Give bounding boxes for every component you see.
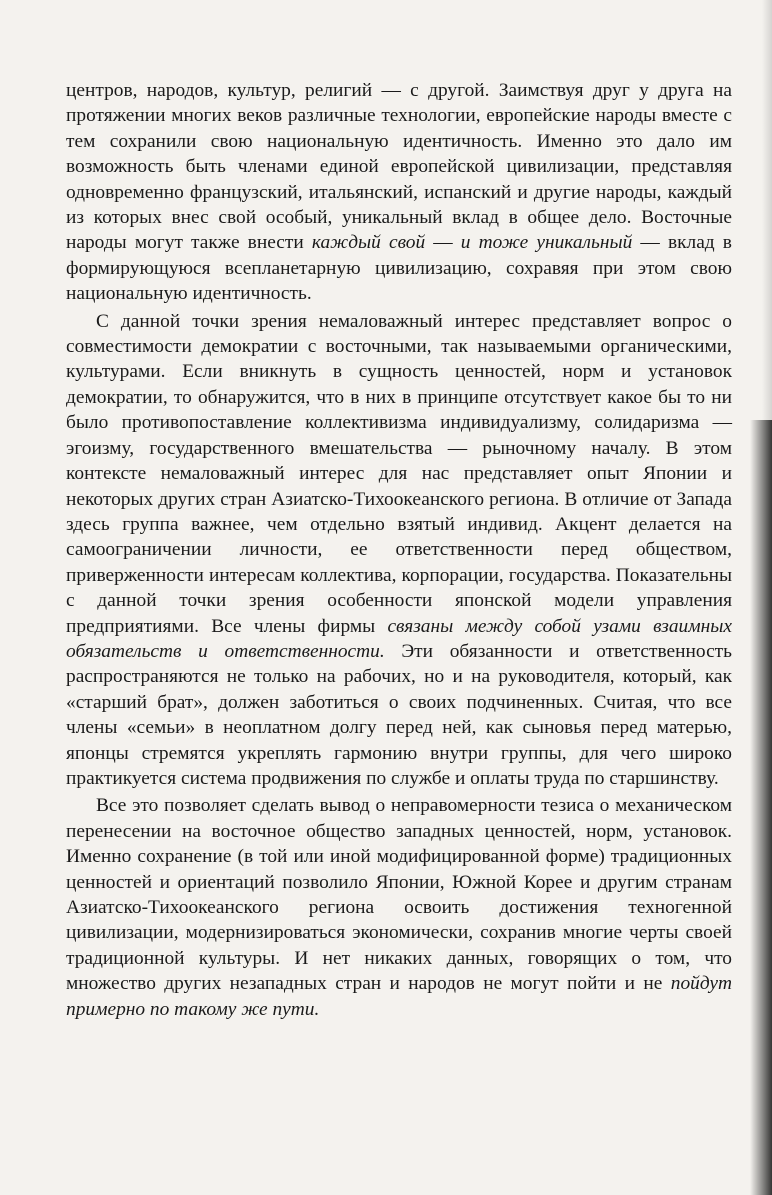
paragraph-3 [66, 793, 732, 1022]
page-edge-shadow-top [762, 0, 772, 420]
paragraph-3-text-1: Все это позволяет сделать вывод о неправомерности тезиса о механическом перенесении на восточное общество западных ценностей, норм, установок. Именно сохранение (в той или иной модифицированной форме) традиционных ценностей и ориентаций позволило Японии, Южной Корее и другим странам Азиатско-Тихоокеанского региона освоить достижения техногенной цивилизации, модернизироваться экономически, сохранив многие черты своей традиционной культуры. И нет никаких данных, говорящих о том, что множество других незападных стран и народов не могут пойти и не [66, 795, 732, 995]
paragraph-1-italic-2: и тоже уникальный [460, 232, 633, 254]
paragraph-2-text-1: С данной точки зрения немаловажный интерес представляет вопрос о совместимости демократии с восточными, так называемыми органическими, культурами. Если вникнуть в сущность ценностей, норм и установок демократии, то обнаружится, что в них в принципе отсутствует какое бы то ни было противопоставление коллективизма индивидуализму, солидаризма — эгоизму, государственного вмешательства — рыночному началу. В этом контексте немаловажный интерес для нас представляет опыт Японии и некоторых других стран Азиатско-Тихоокеанского региона. В отличие от Запада здесь группа важнее, чем отдельно взятый индивид. Акцент делается на самоограничении личности, ее ответственности перед обществом, приверженности интересам коллектива, корпорации, государства. Показательны с данной точки зрения особенности японской модели управления предприятиями. Все члены фирмы [66, 310, 732, 637]
paragraph-1-italic-1: каждый свой [311, 232, 426, 254]
page-edge-shadow [750, 420, 772, 1195]
document-page [66, 78, 732, 1022]
paragraph-1 [66, 78, 732, 307]
paragraph-2-italic-1: связаны между собой узами взаимных обязательств и ответственности. [66, 615, 732, 662]
paragraph-3-italic-1: пойдут примерно по такому же пути. [66, 973, 732, 1020]
paragraph-1-text-1: центров, народов, культур, религий — с другой. Заимствуя друг у друга на протяжении многих веков различные технологии, европейские народы вместе с тем сохранили свою национальную идентичность. Именно это дало им возможность быть членами единой европейской цивилизации, представляя одновременно французский, итальянский, испанский и другие народы, каждый из которых внес свой особый, уникальный вклад в общее дело. Восточные народы могут также внести [66, 80, 732, 254]
paragraph-1-text-3: — вклад в формирующуюся всепланетарную цивилизацию, сохравяя при этом свою национальную идентичность. [66, 232, 732, 305]
paragraph-2-text-2: Эти обязанности и ответственность распространяются не только на рабочих, но и на руководителя, который, как «старший брат», должен заботиться о своих подчиненных. Считая, что все члены «семьи» в неоплатном долгу перед ней, как сыновья перед матерью, японцы стремятся укреплять гармонию внутри группы, для чего широко практикуется система продвижения по службе и оплаты труда по старшинству. [66, 640, 732, 789]
paragraph-1-text-2: — [425, 232, 461, 254]
paragraph-2 [66, 309, 732, 792]
